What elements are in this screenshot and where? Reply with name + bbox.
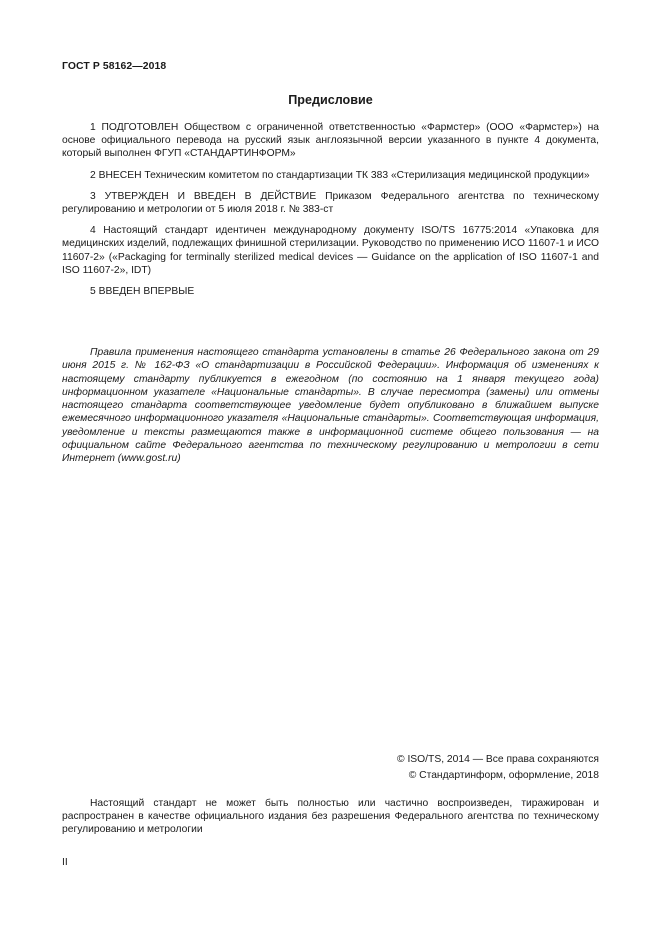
preface-item-2: 2 ВНЕСЕН Техническим комитетом по стандартизации ТК 383 «Стерилизация медицинской продукции» — [90, 169, 590, 181]
preface-item-3: 3 УТВЕРЖДЕН И ВВЕДЕН В ДЕЙСТВИЕ Приказом Федерального агентства по техническому регулированию и метрологии от 5 июля 2018 г. № 383-ст — [62, 190, 599, 216]
application-rules-notice: Правила применения настоящего стандарта установлены в статье 26 Федерального закона от 29 июня 2015 г. № 162-ФЗ «О стандартизации в Российской Федерации». Информация об изменениях к настоящему стандарту публикуется в ежегодном (по состоянию на 1 января текущего года) информационном указателе «Национальные стандарты». В случае пересмотра (замены) или отмены настоящего стандарта соответствующее уведомление будет опубликовано в ближайшем выпуске ежемесячного информационного указателя «Национальные стандарты». Соответствующая информация, уведомление и тексты размещаются также в информационной системе общего пользования — на официальном сайте Федерального агентства по техническому регулированию и метрологии в сети Интернет (www.gost.ru) — [62, 347, 599, 465]
page-title: Предисловие — [288, 93, 373, 107]
copyright-iso: © ISO/TS, 2014 — Все права сохраняются — [397, 754, 599, 765]
preface-item-1: 1 ПОДГОТОВЛЕН Обществом с ограниченной ответственностью «Фармстер» (ООО «Фармстер») на основе официального перевода на русский язык англоязычной версии указанного в пункте 4 документа, который выполнен ФГУП «СТАНДАРТИНФОРМ» — [62, 122, 599, 160]
preface-item-5: 5 ВВЕДЕН ВПЕРВЫЕ — [90, 286, 195, 298]
page-number: II — [62, 857, 68, 868]
copyright-standartinform: © Стандартинформ, оформление, 2018 — [408, 769, 599, 781]
preface-item-4: 4 Настоящий стандарт идентичен международному документу ISO/TS 16775:2014 «Упаковка для медицинских изделий, подлежащих финишной стерилизации. Руководство по применению ИСО 11607-1 и ИСО 11607-2» («Packaging for terminally sterilized medical devices — Guidance on the application of ISO 11607-1 and ISO 11607-2», IDT) — [62, 225, 599, 276]
preface-list — [62, 121, 599, 306]
document-id: ГОСТ Р 58162—2018 — [62, 61, 167, 72]
copyright-block — [397, 752, 599, 783]
reprint-notice: Настоящий стандарт не может быть полностью или частично воспроизведен, тиражирован и распространен в качестве официального издания без разрешения Федерального агентства по техническому регулированию и метрологии — [62, 798, 599, 836]
